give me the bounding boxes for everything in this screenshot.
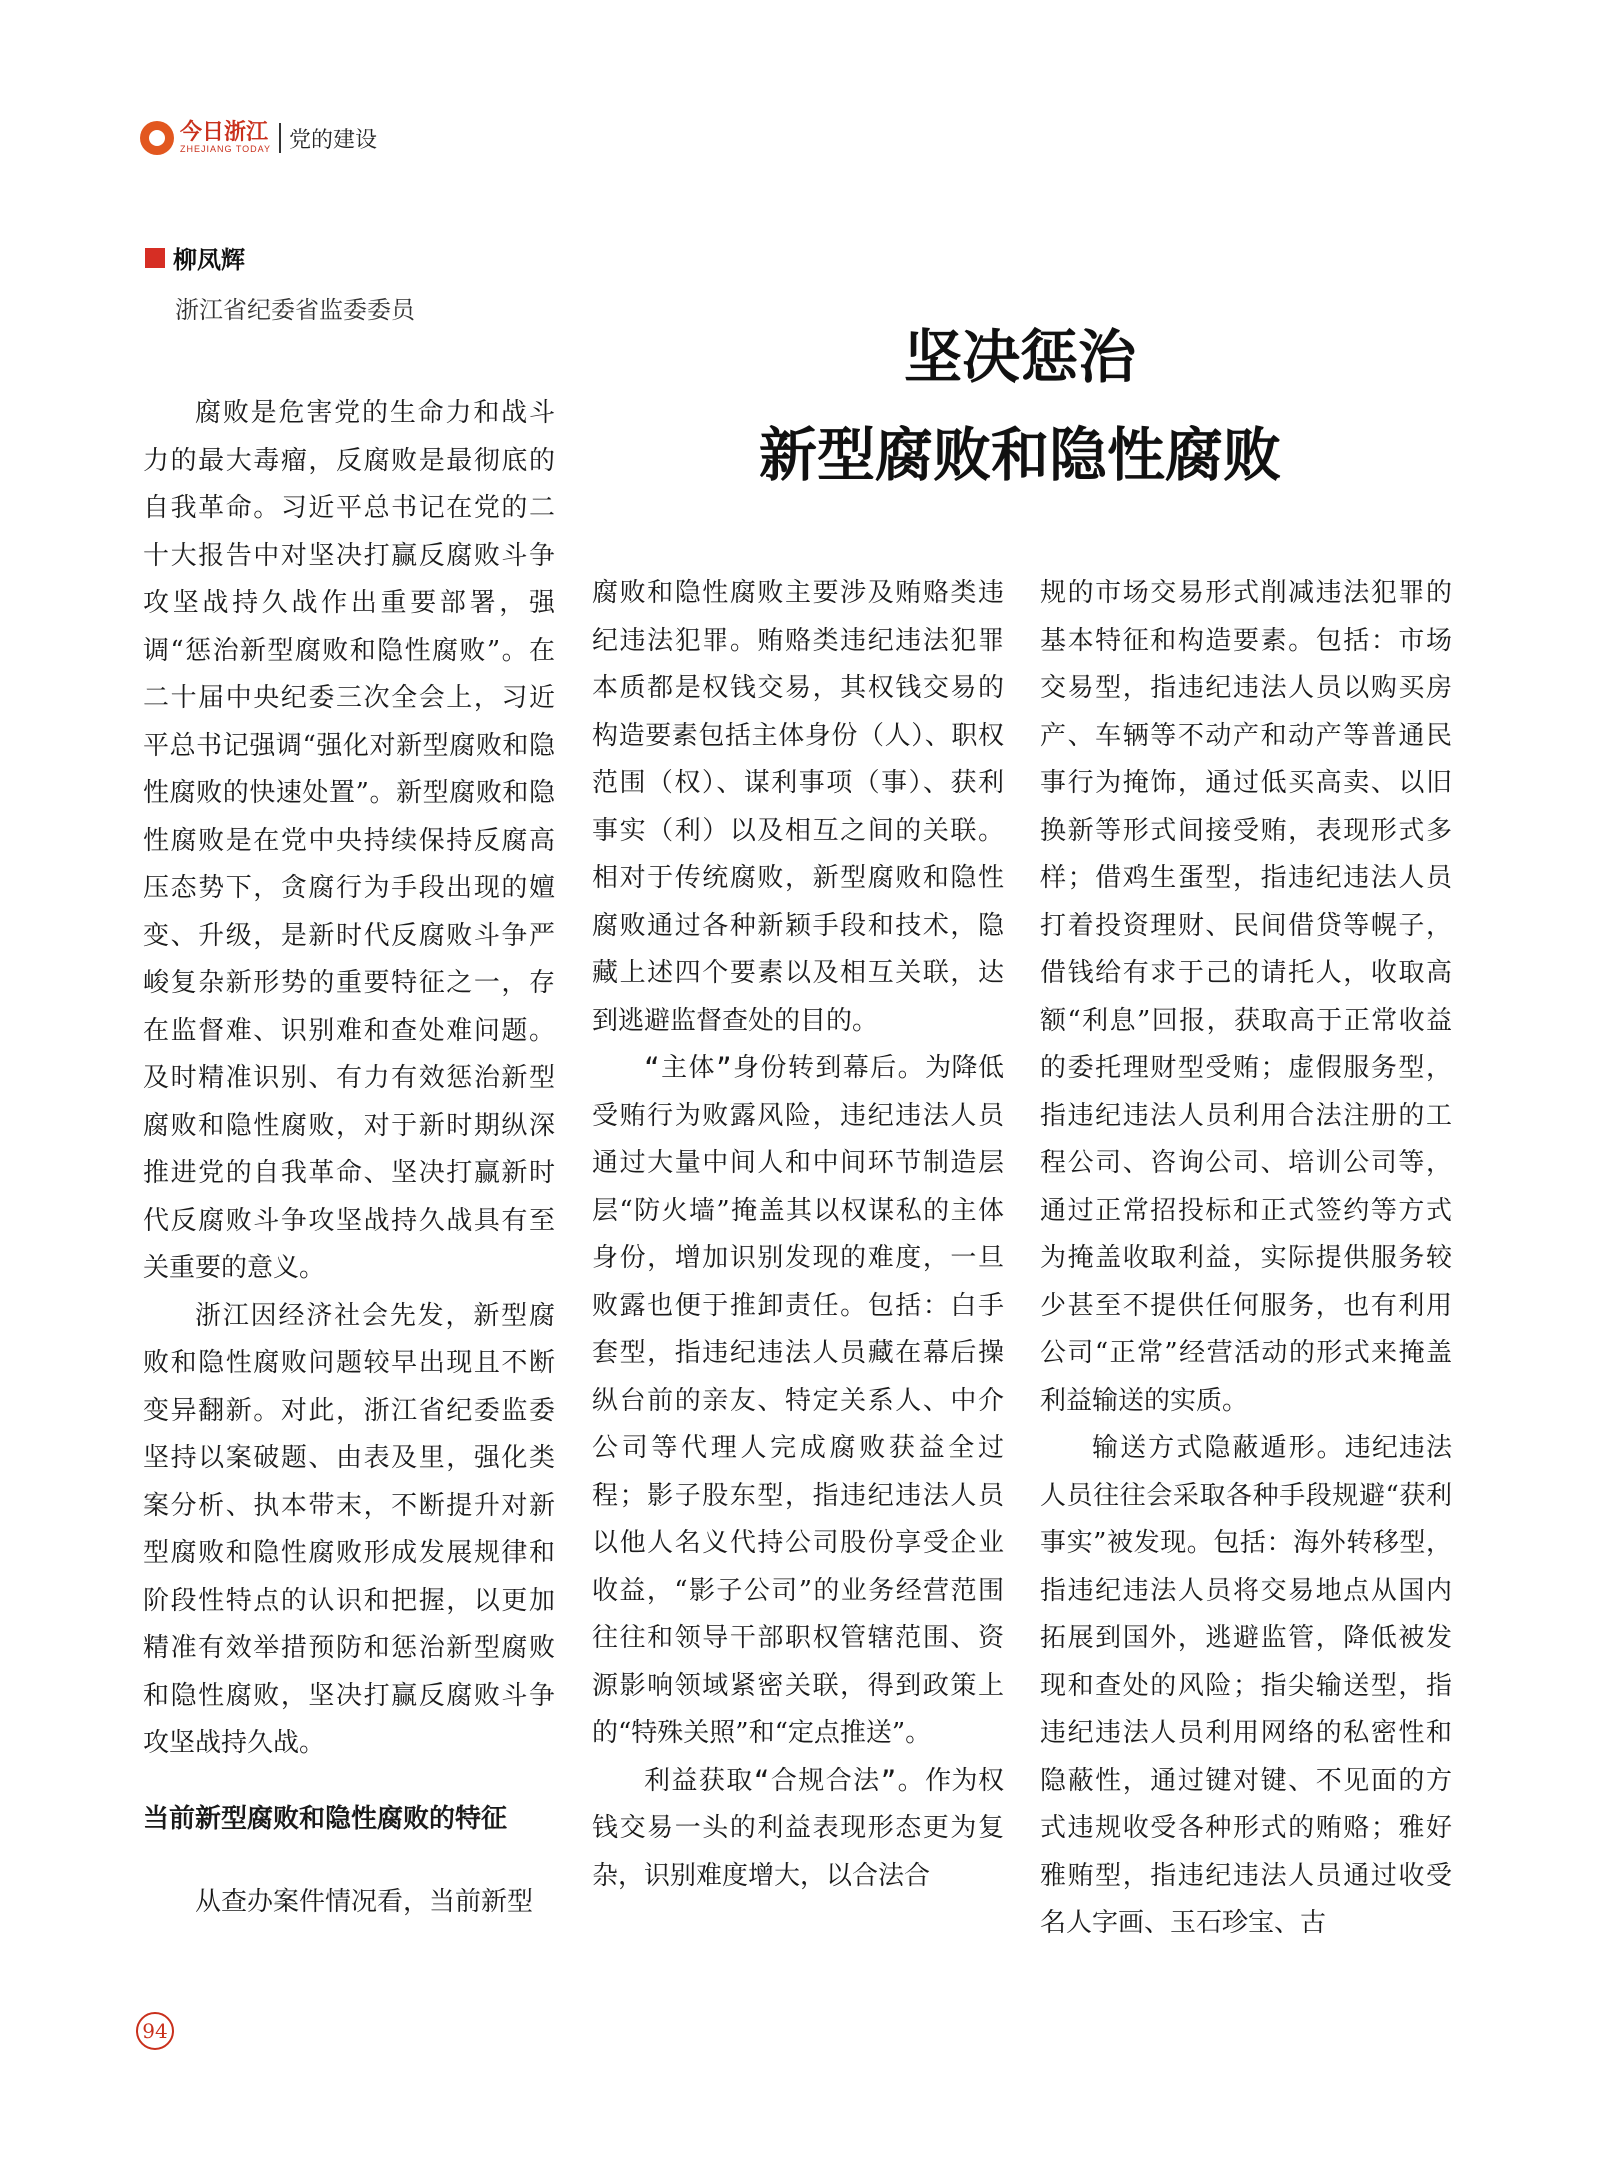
paragraph-body: 作为权钱交易一头的利益表现形态更为复杂，识别难度增大，以合法合 (592, 1765, 1004, 1891)
paragraph: 腐败是危害党的生命力和战斗力的最大毒瘤，反腐败是最彻底的自我革命。习近平总书记在党的二十大报告中对坚决打赢反腐败斗争攻坚战持久战作出重要部署，强调“惩治新型腐败和隐性腐败”。在二十届中央纪委三次全会上，习近平总书记强调“强化对新型腐败和隐性腐败的快速处置”。新型腐败和隐性腐败是在党中央持续保持反腐高压态势下，贪腐行为手段出现的嬗变、升级，是新时代反腐败斗争严峻复杂新形势的重要特征之一，存在监督难、识别难和查处难问题。及时精准识别、有力有效惩治新型腐败和隐性腐败，对于新时期纵深推进党的自我革命、坚决打赢新时代反腐败斗争攻坚战持久战具有至关重要的意义。 (143, 398, 555, 1283)
article-title-line-2: 新型腐败和隐性腐败 (758, 421, 1281, 489)
paragraph-body: 违纪违法人员往往会采取各种手段规避“获利事实”被发现。包括：海外转移型，指违纪违法人员将交易地点从国内拓展到国外，逃避监管，降低被发现和查处的风险；指尖输送型，指违纪违法人员利用网络的私密性和隐蔽性，通过键对键、不见面的方式违规收受各种形式的贿赂；雅好雅贿型，指违纪违法人员通过收受名人字画、玉石珍宝、古 (1040, 1433, 1452, 1938)
logo-chinese: 今日浙江 (180, 119, 269, 145)
author-title: 浙江省纪委省监委委员 (175, 296, 415, 324)
page-number: 94 (136, 2012, 174, 2050)
sun-logo-icon (140, 121, 174, 155)
paragraph (592, 1758, 1004, 1901)
author-name: 柳凤辉 (173, 246, 245, 274)
article-title-line-1: 坚决惩治 (903, 323, 1136, 391)
header-divider (279, 123, 281, 153)
red-square-icon (145, 248, 165, 268)
paragraph (592, 1045, 1004, 1758)
paragraph: 规的市场交易形式削减违法犯罪的基本特征和构造要素。包括：市场交易型，指违纪违法人员以购买房产、车辆等不动产和动产等普通民事行为掩饰，通过低买高卖、以旧换新等形式间接受贿，表现形式多样；借鸡生蛋型，指违纪违法人员打着投资理财、民间借贷等幌子，借钱给有求于己的请托人，收取高额“利息”回报，获取高于正常收益的委托理财型受贿；虚假服务型，指违纪违法人员利用合法注册的工程公司、咨询公司、培训公司等，通过正常招投标和正式签约等方式为掩盖收取利益，实际提供服务较少甚至不提供任何服务，也有利用公司“正常”经营活动的形式来掩盖利益输送的实质。 (1040, 578, 1452, 1416)
paragraph-lead: 利益获取“合规合法”。 (644, 1765, 926, 1796)
paragraph: 浙江因经济社会先发，新型腐败和隐性腐败问题较早出现且不断变异翻新。对此，浙江省纪委监委坚持以案破题、由表及里，强化类案分析、执本带末，不断提升对新型腐败和隐性腐败形成发展规律和阶段性特点的认识和把握，以更加精准有效举措预防和惩治新型腐败和隐性腐败，坚决打赢反腐败斗争攻坚战持久战。 (143, 1300, 555, 1758)
text-column-2 (592, 570, 1004, 1900)
text-column-3 (1040, 570, 1452, 1948)
paragraph-body: 为降低受贿行为败露风险，违纪违法人员通过大量中间人和中间环节制造层层“防火墙”掩盖其以权谋私的主体身份，增加识别发现的难度，一旦败露也便于推卸责任。包括：白手套型，指违纪违法人员藏在幕后操纵台前的亲友、特定关系人、中介公司等代理人完成腐败获益全过程；影子股东型，指违纪违法人员以他人名义代持公司股份享受企业收益，“影子公司”的业务经营范围往往和领导干部职权管辖范围、资源影响领域紧密关联，得到政策上的“特殊关照”和“定点推送”。 (592, 1053, 1004, 1748)
logo-wordmark (180, 121, 271, 155)
page-header (140, 118, 377, 158)
paragraph: 腐败和隐性腐败主要涉及贿赂类违纪违法犯罪。贿赂类违纪违法犯罪本质都是权钱交易，其权钱交易的构造要素包括主体身份（人）、职权范围（权）、谋利事项（事）、获利事实（利）以及相互之间的关联。相对于传统腐败，新型腐败和隐性腐败通过各种新颖手段和技术，隐藏上述四个要素以及相互关联，达到逃避监督查处的目的。 (592, 578, 1004, 1036)
section-subhead: 当前新型腐败和隐性腐败的特征 (143, 1803, 508, 1834)
paragraph-lead: 输送方式隐蔽遁形。 (1092, 1433, 1345, 1463)
paragraph: 从查办案件情况看，当前新型 (195, 1887, 534, 1917)
logo-english: ZHEJIANG TODAY (180, 144, 272, 154)
paragraph-lead: “主体”身份转到幕后。 (644, 1053, 926, 1083)
section-name: 党的建设 (289, 127, 378, 153)
text-column-1 (143, 390, 555, 1927)
magazine-logo (140, 121, 271, 155)
paragraph (1040, 1425, 1452, 1948)
author-line (145, 240, 245, 275)
